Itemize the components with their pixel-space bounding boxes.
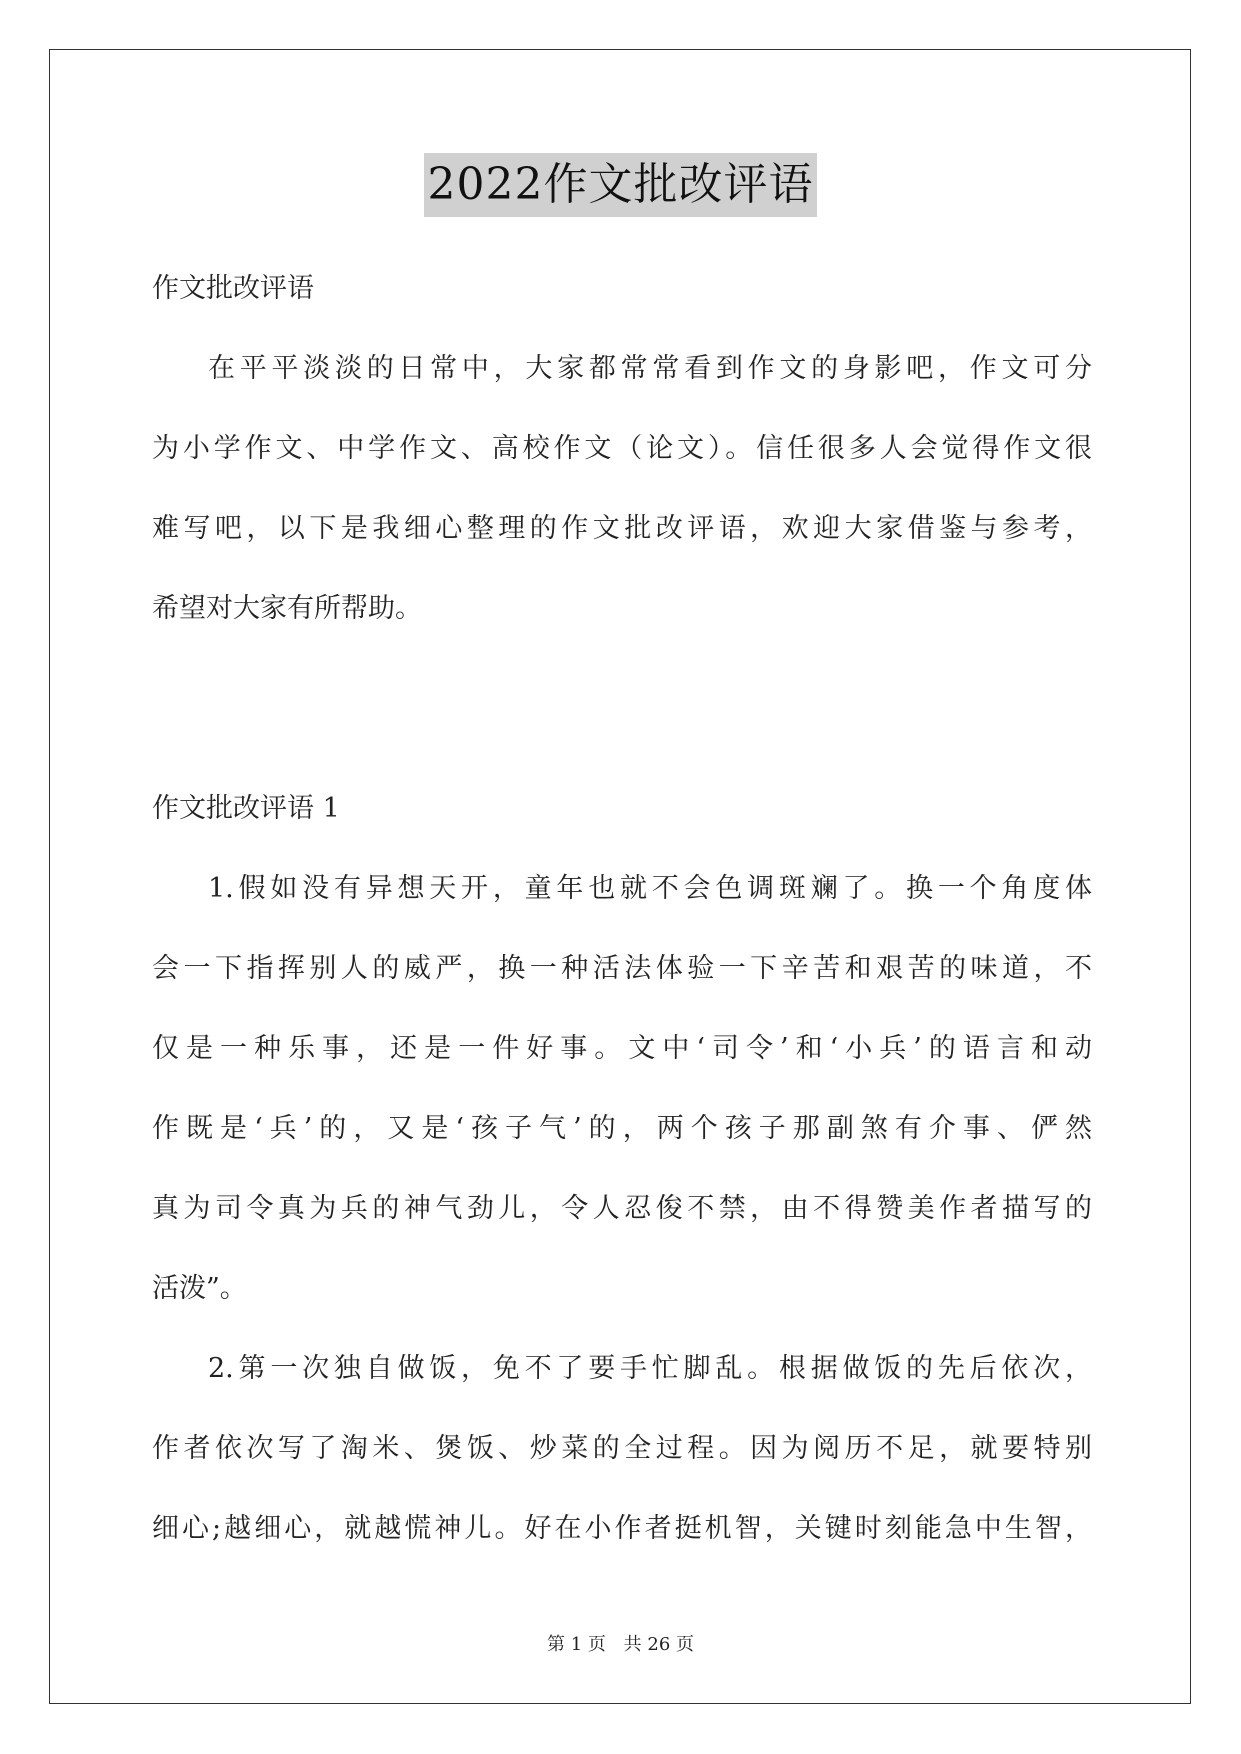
intro-line: 在平平淡淡的日常中，大家都常常看到作文的身影吧，作文可分 bbox=[208, 353, 1092, 384]
page-number: 第 1 页 bbox=[547, 1634, 606, 1655]
title-wrap bbox=[0, 153, 1241, 217]
section-heading: 作文批改评语 1 bbox=[152, 793, 340, 824]
spacer bbox=[152, 649, 1092, 769]
comment-line: 会一下指挥别人的威严，换一种活法体验一下辛苦和艰苦的味道，不 bbox=[152, 953, 1092, 984]
comment-item-2 bbox=[152, 1329, 1092, 1569]
document-subtitle: 作文批改评语 bbox=[152, 273, 314, 304]
document-body bbox=[152, 249, 1092, 1569]
comment-line: 细心;越细心，就越慌神儿。好在小作者挺机智，关键时刻能急中生智， bbox=[152, 1513, 1092, 1544]
comment-line: 仅是一种乐事，还是一件好事。文中‘司令’和‘小兵’的语言和动 bbox=[152, 1033, 1092, 1064]
comment-line: 真为司令真为兵的神气劲儿，令人忍俊不禁，由不得赞美作者描写的 bbox=[152, 1193, 1092, 1224]
comment-line: 作既是‘兵’的，又是‘孩子气’的，两个孩子那副煞有介事、俨然 bbox=[152, 1113, 1092, 1144]
comment-line: 2.第一次独自做饭，免不了要手忙脚乱。根据做饭的先后依次， bbox=[208, 1353, 1092, 1384]
intro-paragraph bbox=[152, 329, 1092, 649]
intro-line: 为小学作文、中学作文、高校作文（论文）。信任很多人会觉得作文很 bbox=[152, 433, 1092, 464]
document-title: 2022作文批改评语 bbox=[424, 153, 818, 217]
page-total: 共 26 页 bbox=[623, 1634, 694, 1655]
intro-line: 希望对大家有所帮助。 bbox=[152, 593, 422, 624]
page-footer bbox=[0, 1630, 1241, 1656]
comment-item-1 bbox=[152, 849, 1092, 1329]
intro-line: 难写吧，以下是我细心整理的作文批改评语，欢迎大家借鉴与参考， bbox=[152, 513, 1092, 544]
comment-line: 1.假如没有异想天开，童年也就不会色调斑斓了。换一个角度体 bbox=[208, 873, 1092, 904]
comment-line: 作者依次写了淘米、煲饭、炒菜的全过程。因为阅历不足，就要特别 bbox=[152, 1433, 1092, 1464]
comment-line: 活泼”。 bbox=[152, 1273, 247, 1304]
